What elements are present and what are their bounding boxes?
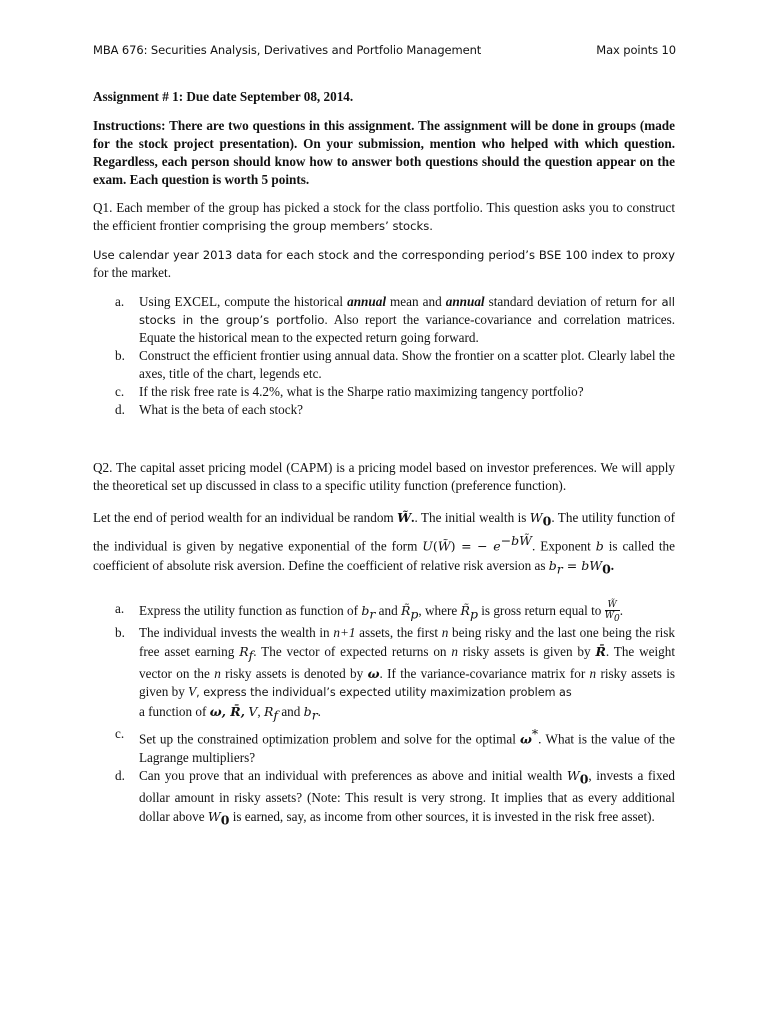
q1-item-d: d. What is the beta of each stock? bbox=[115, 402, 304, 417]
q1-data-a: Use calendar year 2013 data for each stock and the corresponding period’s BSE 100 index to proxy bbox=[93, 248, 675, 262]
q1-intro-a: Q1. Each member of the group has picked a stock for the class portfolio. This question asks you to construct the efficient frontier bbox=[93, 200, 675, 233]
q2-item-b: b. The individual invests the wealth in n+1 assets, the first n being risky and the last one being the risk free asset earning $R_f$. The vector of expected returns on n risky assets is given by R̄. The weight vector on the n risky assets is denoted by ω. If the variance-covariance matrix for n risky assets is given by V, express the individual’s expected utility maximization problem as a function of ω, R̄, V, $R_f$ and $b_r$. bbox=[115, 625, 676, 723]
q2-item-c: c. Set up the constrained optimization problem and solve for the optimal ω*. What is the value of the Lagrange multipliers? bbox=[115, 725, 676, 765]
course-title: MBA 676: Securities Analysis, Derivatives and Portfolio Management bbox=[93, 43, 482, 57]
page-header bbox=[93, 43, 676, 57]
max-points: Max points 10 bbox=[596, 43, 676, 57]
q1-data-b: for the market. bbox=[93, 265, 171, 280]
q1-data-paragraph bbox=[93, 246, 675, 282]
q2-item-d: d. Can you prove that an individual with preferences as above and initial wealth $W_0$, invests a fixed dollar amount in risky assets? (Note: This result is very strong. It implies that as every additional dollar above $W_0$ is earned, say, as income from other sources, it is invested in the risk free asset). bbox=[115, 768, 675, 828]
q1-item-a: a. Using EXCEL, compute the historical annual mean and annual standard deviation of return for all stocks in the group’s portfolio. Also report the variance-covariance and correlation matrices. Equate the historical mean to the expected return going forward. bbox=[115, 294, 675, 345]
q1-item-c: c. If the risk free rate is 4.2%, what is the Sharpe ratio maximizing tangency portfolio? bbox=[115, 384, 584, 399]
q1-intro bbox=[93, 199, 675, 235]
q2-paragraph: Let the end of period wealth for an individual be random W̃.. The initial wealth is $W_0$. The utility function of the individual is given by negative exponential of the form U(W̃) = − $e^{-bW̃}$. Exponent b is called the coefficient of absolute risk aversion. Define the coefficient of relative risk aversion as $b_r = bW_0$. bbox=[93, 510, 675, 577]
q1-list bbox=[93, 293, 675, 419]
instructions: Instructions: There are two questions in this assignment. The assignment will be done in groups (made for the stock project presentation). On your submission, mention who helped with which question. Regardless, each person should know how to answer both questions should the question appear on the exam. Each question is worth 5 points. bbox=[93, 118, 675, 187]
q2-list bbox=[93, 600, 675, 830]
q1-item-b: b. Construct the efficient frontier using annual data. Show the frontier on a scatter plot. Clearly label the axes, title of the chart, legends etc. bbox=[115, 348, 675, 381]
assignment-title: Assignment # 1: Due date September 08, 2014. bbox=[93, 89, 354, 104]
q2-item-a: a. Express the utility function as function of $b_r$ and $R̃_p$, where $R̃_p$ is gross return equal to $\frac{W̃}{W_0}$ . bbox=[115, 600, 623, 624]
q2-intro: Q2. The capital asset pricing model (CAPM) is a pricing model based on investor preferences. We will apply the theoretical set up discussed in class to a specific utility function (preference function). bbox=[93, 460, 675, 493]
q1-intro-b: comprising the group members’ stocks. bbox=[202, 219, 433, 233]
